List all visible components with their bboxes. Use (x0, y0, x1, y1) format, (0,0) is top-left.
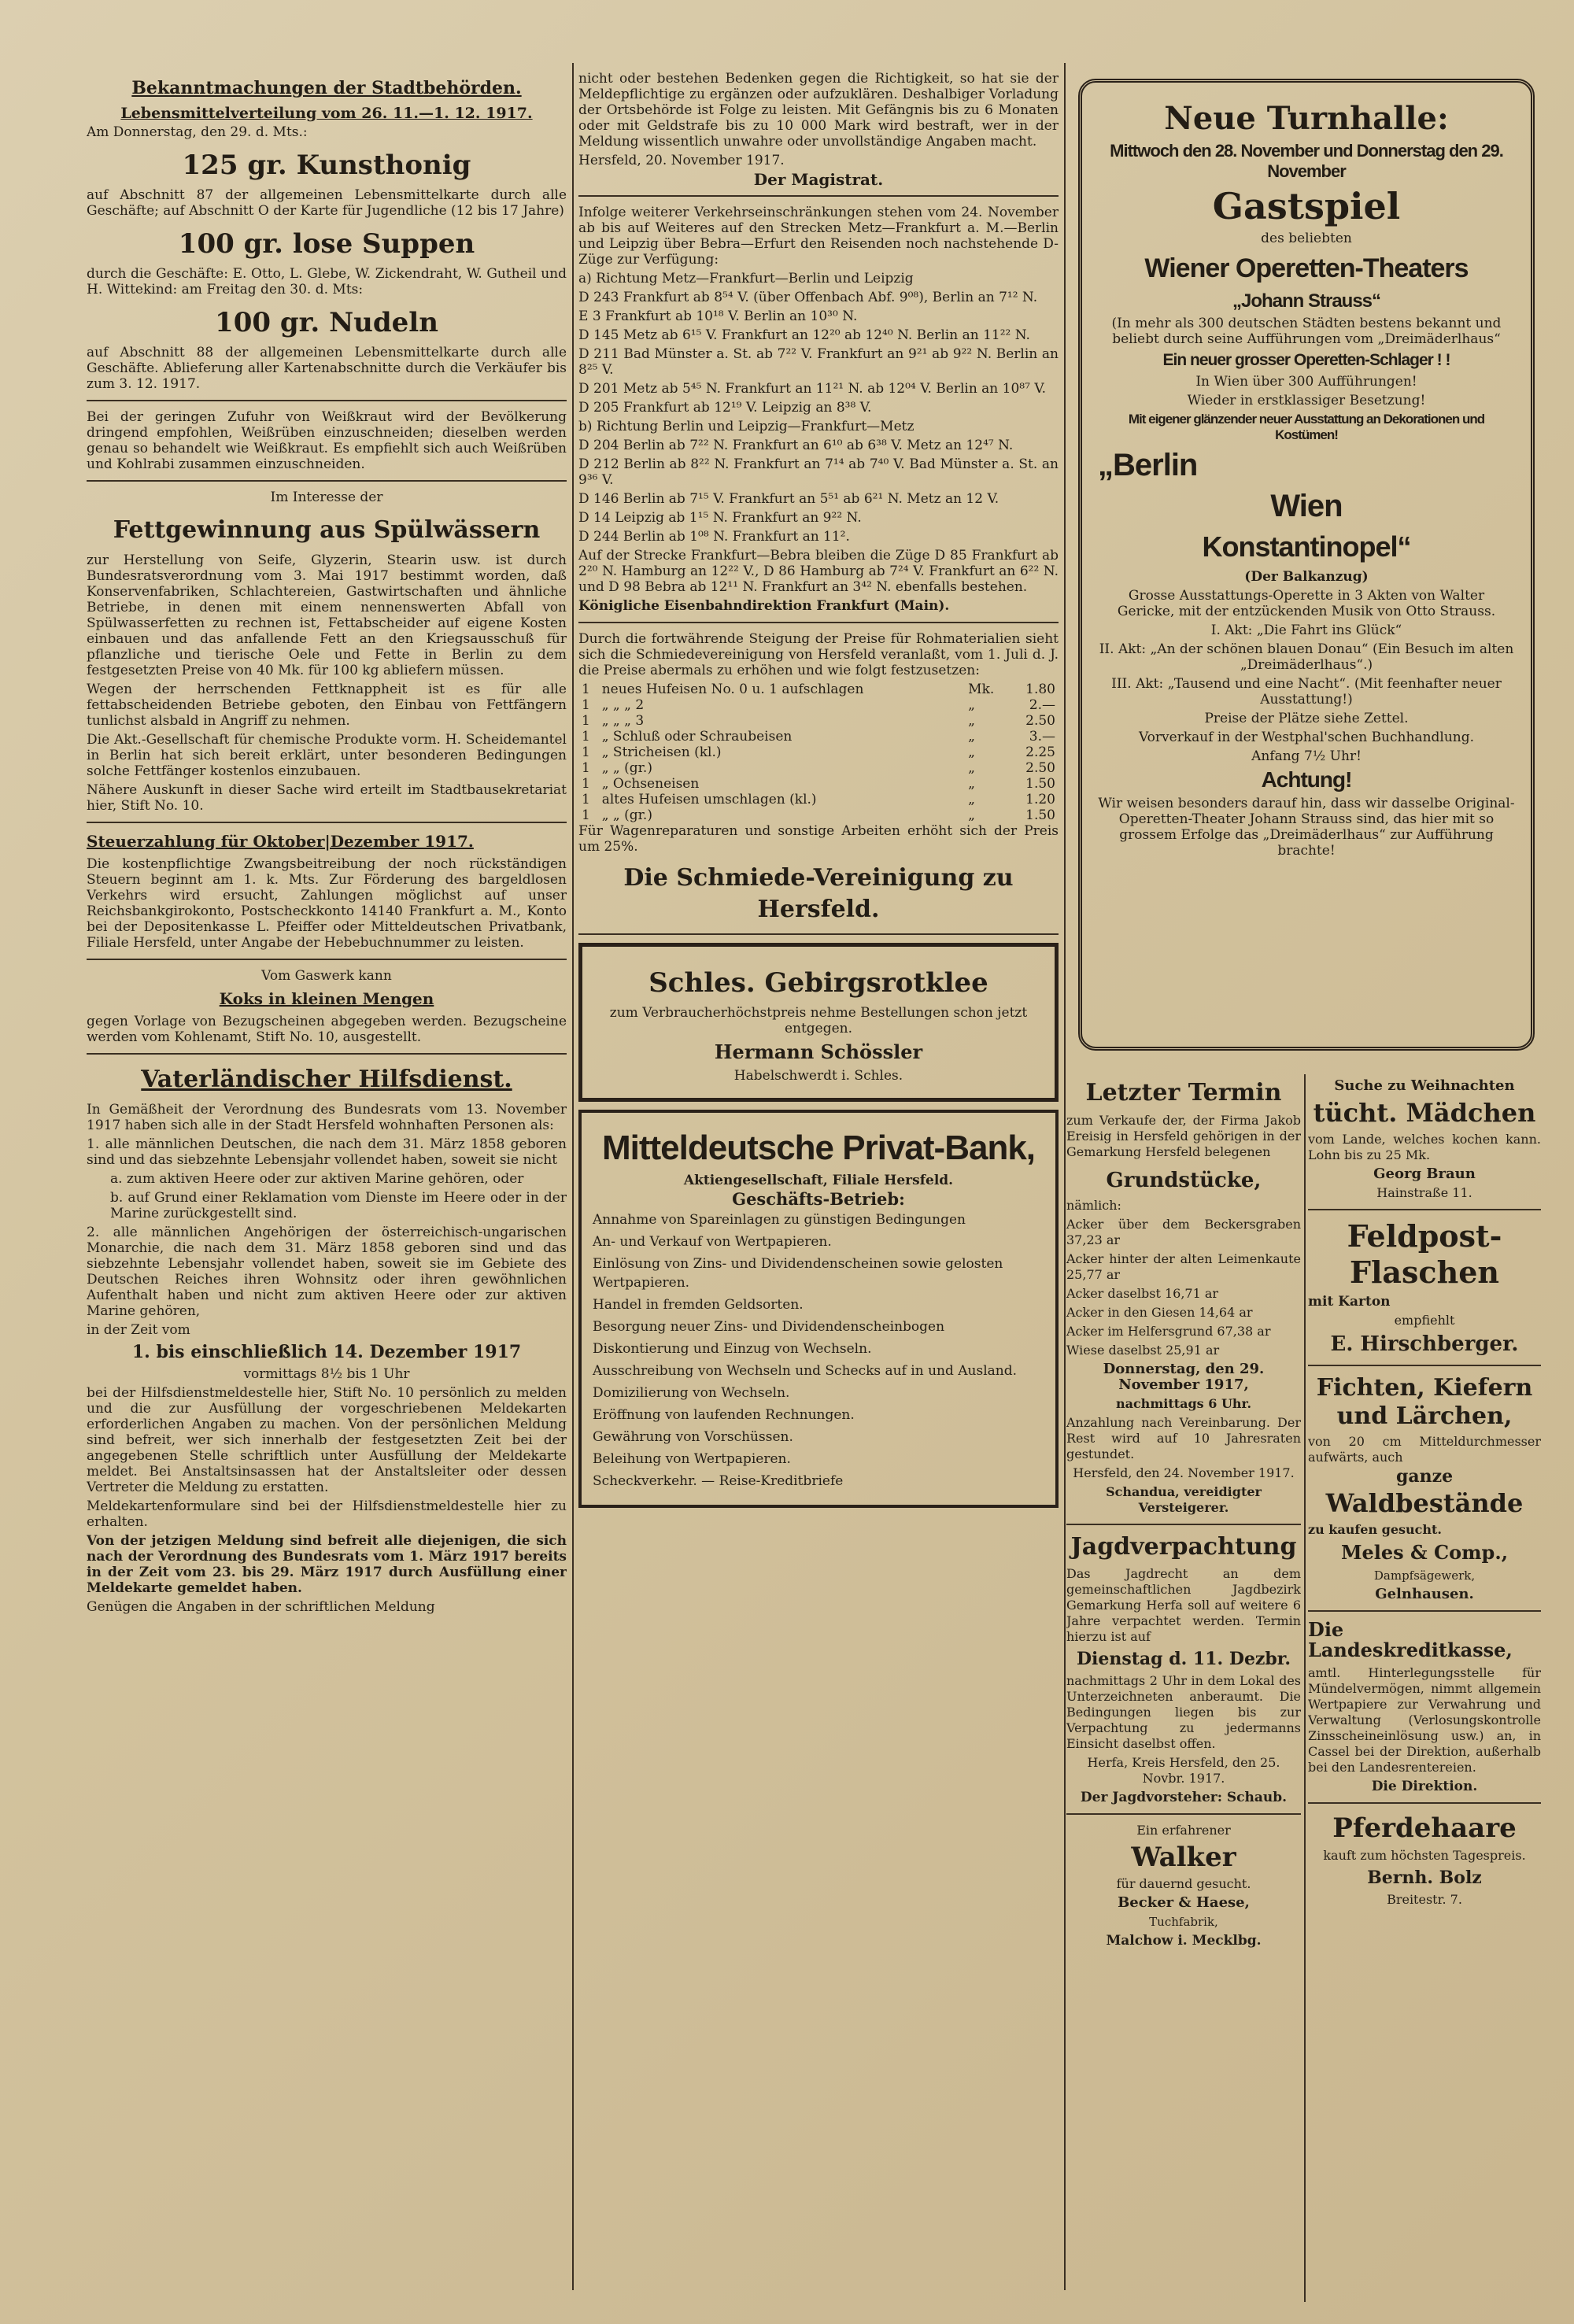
holz-firm-2: Dampfsägewerk, (1373, 1568, 1476, 1583)
column-rule (572, 63, 574, 2290)
termin-list (1066, 1217, 1301, 1358)
theater-name: Wiener Operetten-Theaters (1144, 253, 1469, 283)
honig-text: auf Abschnitt 87 der allgemeinen Lebensmittelkarte durch alle Geschäfte; auf Abschnitt O der Karte für Jugendliche (12 bis 17 Jahre) (87, 187, 567, 219)
bank-ad (578, 1110, 1059, 1508)
feldpost-emp: empfiehlt (1394, 1313, 1455, 1328)
train-line: D 204 Berlin ab 7²² N. Frankfurt an 6¹⁰ ab 6³⁸ V. Metz an 12⁴⁷ N. (578, 438, 1014, 453)
fett-text-2: Wegen der herrschenden Fettknappheit ist es für alle fettabscheidenden Betriebe geboten, den Einbau von Fettfängern tunlichst alsbald in Angriff zu nehmen. (87, 682, 567, 729)
divider (87, 480, 567, 482)
bank-service-item: Gewährung von Vorschüssen. (593, 1429, 793, 1445)
masthead: Bekanntmachungen der Stadtbehörden. (131, 78, 522, 98)
price-cell-unit: Mk. (968, 682, 995, 697)
feldpost-sub: mit Karton (1308, 1294, 1391, 1310)
termin-item: Wiese daselbst 25,91 ar (1066, 1343, 1220, 1358)
price-cell-unit: „ (968, 807, 975, 823)
termin-time: nachmittags 6 Uhr. (1115, 1396, 1252, 1411)
klee-title: Schles. Gebirgsrotklee (648, 967, 988, 999)
price-row (578, 760, 1059, 776)
cont-date: Hersfeld, 20. November 1917. (578, 153, 785, 168)
bank-service-item: Eröffnung von laufenden Rechnungen. (593, 1407, 855, 1423)
jagd-text-2: nachmittags 2 Uhr in dem Lokal des Unterzeichneten anberaumt. Die Bedingungen liegen bis zur Verpachtung zu jedermanns Einsicht daselbst offen. (1066, 1673, 1301, 1751)
klee-ad (578, 943, 1059, 1102)
hilfs-zeit: in der Zeit vom (87, 1322, 190, 1338)
price-cell-unit: „ (968, 713, 975, 729)
jagd-place: Herfa, Kreis Hersfeld, den 25. Novbr. 1917. (1087, 1755, 1280, 1786)
theater-new: Ein neuer grosser Operetten-Schlager ! ! (1162, 351, 1450, 369)
jagd-text: Das Jagdrecht an dem gemeinschaftlichen Jagdbezirk Gemarkung Herfa soll auf weitere 6 Jahre verpachtet werden. Termin hierzu ist auf (1066, 1566, 1301, 1644)
price-cell-n: 1 (582, 807, 590, 823)
honig-title: 125 gr. Kunsthonig (182, 150, 471, 181)
price-cell-unit: „ (968, 729, 975, 744)
divider (1066, 1524, 1301, 1525)
pferde-text: kauft zum höchsten Tagespreis. (1323, 1848, 1526, 1863)
price-cell-price: 1.50 (1025, 807, 1055, 823)
termin-title: Letzter Termin (1085, 1079, 1282, 1107)
fett-title: Fettgewinnung aus Spülwässern (113, 516, 541, 544)
holz-place: Gelnhausen. (1375, 1586, 1474, 1602)
price-cell-price: 2.— (1029, 697, 1055, 713)
termin-item: Acker im Helfersgrund 67,38 ar (1066, 1324, 1271, 1339)
hilfs-text-4: Von der jetzigen Meldung sind befreit alle diejenigen, die sich nach der Verordnung des Bundesrats vom 1. März 1917 bereits in der Zeit vom 23. bis 29. März 1917 durch Ausfüllung einer Meldekarte gemeldet haben. (87, 1533, 567, 1596)
price-cell-price: 1.20 (1025, 792, 1055, 807)
price-row (578, 776, 1059, 792)
hilfs-text-1: In Gemäßheit der Verordnung des Bundesrats vom 13. November 1917 haben sich alle in der Stadt Hersfeld wohnhaften Personen als: (87, 1102, 567, 1133)
schmiede-sign: Die Schmiede-Vereinigung zu Hersfeld. (623, 864, 1014, 923)
termin-sub: Grundstücke, (1106, 1169, 1262, 1192)
train-line: D 14 Leipzig ab 1¹⁵ N. Frankfurt an 9²² N. (578, 510, 862, 526)
bank-service-item: An- und Verkauf von Wertpapieren. (593, 1234, 832, 1250)
zug-sign: Königliche Eisenbahndirektion Frankfurt (Main). (578, 598, 950, 614)
fett-text-1: zur Herstellung von Seife, Glyzerin, Stearin usw. ist durch Bundesratsverordnung vom 3. Mai 1917 bestimmt worden, daß Konservenfabriken, Schlachtereien, Gastwirtschaften und ähnliche Betriebe, in denen mit einem nennenswerten Abfall von Spülwasserfetten zu rechnen ist, Fettabscheider auf eigene Kosten einbauen und das anfallende Fett an den Kriegsausschuß für pflanzliche und tierische Oele und Fette in Berlin zu dem festgesetzten Preise von 40 Mk. für 100 kg abliefern müssen. (87, 552, 567, 678)
price-cell-item: neues Hufeisen No. 0 u. 1 aufschlagen (601, 682, 864, 697)
jagd-sign: Der Jagdvorsteher: Schaub. (1080, 1790, 1288, 1805)
theater-dates: Mittwoch den 28. November und Donnerstag den 29. November (1110, 141, 1503, 181)
theater-achtung: Achtung! (1261, 767, 1352, 792)
termin-item: Acker in den Giesen 14,64 ar (1066, 1305, 1253, 1320)
price-cell-n: 1 (582, 697, 590, 713)
hilfs-item-2: 2. alle männlichen Angehörigen der österreichisch-ungarischen Monarchie, die nach dem 31. März 1858 geboren sind und das siebzehnte Lebensjahr vollendet haben, soweit sie im Gebiete des Deutschen Reiches ihren Wohnsitz oder ihren gewöhnlichen Aufenthalt haben und nicht zum aktiven Heere oder zur aktiven Marine gehören, (87, 1225, 567, 1319)
price-cell-n: 1 (582, 713, 590, 729)
theater-wien: In Wien über 300 Aufführungen! (1195, 374, 1417, 390)
klee-text: zum Verbraucherhöchstpreis nehme Bestellungen schon jetzt entgegen. (609, 1005, 1028, 1036)
price-cell-price: 1.50 (1025, 776, 1055, 792)
koks-text: gegen Vorlage von Bezugscheinen abgegeben werden. Bezugscheine werden vom Kohlenamt, Stift No. 10, ausgestellt. (87, 1014, 567, 1045)
column-3-left (1066, 1078, 1301, 2306)
termin-item: Acker über dem Beckersgraben 37,23 ar (1066, 1217, 1301, 1247)
lkasse-text: amtl. Hinterlegungsstelle für Mündelvermögen, nimmt allgemein Wertpapiere zur Verwahrung und Verwaltung (Verlosungskontrolle Zinsscheineinlösung usw.) an, in Cassel bei der Direktion, außerhalb bei den Landesrentereien. (1308, 1665, 1541, 1775)
hilfs-dates: 1. bis einschließlich 14. Dezember 1917 (131, 1342, 522, 1362)
price-cell-price: 2.50 (1025, 760, 1055, 776)
price-cell-price: 3.— (1029, 729, 1055, 744)
hilfs-title: Vaterländischer Hilfsdienst. (141, 1066, 512, 1093)
termin-sign: Schandua, vereidigter Versteigerer. (1106, 1484, 1262, 1515)
price-row (578, 792, 1059, 807)
price-row (578, 713, 1059, 729)
column-rule (1064, 63, 1066, 2290)
bank-sub: Aktiengesellschaft, Filiale Hersfeld. (683, 1173, 954, 1188)
divider (1308, 1610, 1541, 1612)
madchen-name: Georg Braun (1373, 1166, 1476, 1182)
holz-firm: Meles & Comp., (1340, 1541, 1509, 1564)
theater-berlin: „Berlin (1098, 448, 1198, 482)
bank-title: Mitteldeutsche Privat-Bank, (601, 1129, 1036, 1167)
walker-firm: Becker & Haese, (1118, 1894, 1250, 1911)
price-cell-item: „ Stricheisen (kl.) (601, 744, 722, 760)
hilfs-item-1a: a. zum aktiven Heere oder zur aktiven Marine gehören, oder (110, 1171, 524, 1187)
theater-strauss: „Johann Strauss“ (1232, 290, 1381, 312)
theater-akt-2: II. Akt: „An der schönen blauen Donau“ (Ein Besuch im alten „Dreimäderlhaus“.) (1099, 641, 1514, 673)
lkasse-sign: Die Direktion. (1371, 1779, 1478, 1794)
holz-text: von 20 cm Mitteldurchmesser aufwärts, auch (1308, 1434, 1541, 1465)
price-row (578, 729, 1059, 744)
klee-place: Habelschwerdt i. Schles. (733, 1068, 903, 1084)
bank-service-item: Beleihung von Wertpapieren. (593, 1451, 791, 1467)
termin-item: Acker hinter der alten Leimenkaute 25,77 ar (1066, 1251, 1301, 1282)
jagd-title: Jagdverpachtung (1070, 1533, 1297, 1561)
pferde-name: Bernh. Bolz (1367, 1868, 1482, 1888)
divider (87, 959, 567, 960)
theater-preise: Preise der Plätze siehe Zettel. (1204, 711, 1409, 726)
divider (1308, 1802, 1541, 1804)
price-cell-price: 2.25 (1025, 744, 1055, 760)
madchen-title: tücht. Mädchen (1313, 1098, 1536, 1128)
koks-title: Koks in kleinen Mengen (219, 989, 434, 1008)
train-line: a) Richtung Metz—Frankfurt—Berlin und Leipzig (578, 271, 914, 286)
bank-services (593, 1210, 1044, 1491)
price-row (578, 682, 1059, 697)
theater-desc: Grosse Ausstattungs-Operette in 3 Akten von Walter Gericke, mit der entzückenden Musik von Otto Strauss. (1117, 588, 1496, 619)
train-line: D 201 Metz ab 5⁴⁵ N. Frankfurt an 11²¹ N. ab 12⁰⁴ V. Berlin an 10⁸⁷ V. (578, 381, 1047, 397)
walker-text: für dauernd gesucht. (1116, 1876, 1251, 1891)
train-line: b) Richtung Berlin und Leipzig—Frankfurt—Metz (578, 419, 914, 434)
price-cell-item: „ „ (gr.) (601, 760, 652, 776)
price-cell-unit: „ (968, 776, 975, 792)
price-cell-unit: „ (968, 792, 975, 807)
bank-service-item: Diskontierung und Einzug von Wechseln. (593, 1341, 872, 1357)
price-cell-unit: „ (968, 697, 975, 713)
termin-date: Donnerstag, den 29. November 1917, (1103, 1361, 1265, 1393)
train-line: D 205 Frankfurt ab 12¹⁹ V. Leipzig an 8³⁸ V. (578, 400, 872, 416)
divider (578, 195, 1059, 197)
train-line: E 3 Frankfurt ab 10¹⁸ V. Berlin an 10³⁰ N. (578, 309, 858, 324)
bank-head: Geschäfts-Betrieb: (732, 1189, 905, 1209)
hilfs-item-1b: b. auf Grund einer Reklamation vom Dienste im Heere oder in der Marine zurückgestellt sind. (110, 1190, 567, 1221)
price-row (578, 807, 1059, 823)
theater-konst: Konstantinopel“ (1202, 530, 1411, 563)
hilfs-text-2: bei der Hilfsdienstmeldestelle hier, Stift No. 10 persönlich zu melden und die zur Ausfüllung der vorgeschriebenen Meldekarten erforderlichen Angaben zu machen. Von der persönlichen Meldung sind befreit, wer sich innerhalb der festgesetzten Zeit bei der angegebenen Stelle schriftlich unter Ausfüllung der Meldekarte meldet. Bei Anstaltsinsassen hat der Anstaltsleiter oder dessen Vertreter die Meldung zu erstatten. (87, 1385, 567, 1495)
price-cell-n: 1 (582, 744, 590, 760)
theater-balkan: (Der Balkanzug) (1244, 569, 1369, 585)
column-3-right (1308, 1078, 1541, 2306)
price-cell-n: 1 (582, 682, 590, 697)
steuer-text: Die kostenpflichtige Zwangsbeitreibung der noch rückständigen Steuern beginnt am 1. k. Mts. Zur Förderung des bargeldlosen Verkehrs wird ersucht, Zahlungen möglichst auf unser Reichsbankgirokonto, Postscheckkonto 14140 Frankfurt a. M., Konto bei der Depositenkasse L. Pfeiffer oder Mitteldeutschen Privatbank, Filiale Hersfeld, unter Angabe der Hebebuchnummer zu leisten. (87, 856, 567, 951)
suppen-title: 100 gr. lose Suppen (178, 228, 475, 260)
price-row (578, 697, 1059, 713)
bank-service-item: Annahme von Spareinlagen zu günstigen Bedingungen (593, 1212, 966, 1228)
price-row (578, 744, 1059, 760)
divider (1066, 1813, 1301, 1815)
jagd-date: Dienstag d. 11. Dezbr. (1076, 1649, 1291, 1669)
hilfs-hours: vormittags 8½ bis 1 Uhr (243, 1366, 410, 1382)
bank-service-item: Besorgung neuer Zins- und Dividendenscheinbogen (593, 1319, 945, 1335)
divider (1308, 1209, 1541, 1210)
price-cell-item: „ „ (gr.) (601, 807, 652, 823)
price-cell-n: 1 (582, 729, 590, 744)
feldpost-title: Feldpost-Flaschen (1347, 1218, 1502, 1290)
theater-wien-2: Wien (1270, 489, 1343, 523)
schmiede-note: Für Wagenreparaturen und sonstige Arbeiten erhöht sich der Preis um 25%. (578, 823, 1059, 855)
bank-service-item: Scheckverkehr. — Reise-Kreditbriefe (593, 1473, 844, 1489)
theater-anfang: Anfang 7½ Uhr! (1251, 748, 1362, 764)
price-cell-item: „ Ochseneisen (601, 776, 700, 792)
train-line: D 145 Metz ab 6¹⁵ V. Frankfurt an 12²⁰ ab 12⁴⁰ N. Berlin an 11²² N. (578, 327, 1030, 343)
price-cell-unit: „ (968, 744, 975, 760)
termin-item: Acker daselbst 16,71 ar (1066, 1286, 1219, 1301)
hilfs-item-1: 1. alle männlichen Deutschen, die nach dem 31. März 1858 geboren sind und das siebzehnte Lebensjahr vollendet haben, soweit sie nicht (87, 1136, 567, 1168)
theater-akt-1: I. Akt: „Die Fahrt ins Glück“ (1210, 623, 1402, 638)
pferde-addr: Breitestr. 7. (1387, 1892, 1462, 1907)
theater-wieder: Wieder in erstklassiger Besetzung! (1187, 393, 1426, 408)
price-cell-item: „ „ „ 2 (601, 697, 645, 713)
column-2 (578, 71, 1059, 2314)
train-line: Auf der Strecke Frankfurt—Bebra bleiben die Züge D 85 Frankfurt ab 2²⁰ N. Hamburg an 12²² V., D 86 Hamburg ab 7²⁴ V. Frankfurt an 6²² N. und D 98 Bebra ab 12¹¹ N. Frankfurt an 3⁴² N. ebenfalls bestehen. (578, 548, 1059, 595)
gas-intro: Vom Gaswerk kann (261, 968, 392, 984)
cont-text: nicht oder bestehen Bedenken gegen die Richtigkeit, so hat sie der Meldepflichtige zu ergänzen oder aufzuklären. Deshalbiger Vorladung der Ortsbehörde ist Folge zu leisten. Mit Gefängnis bis zu 6 Monaten oder mit Geldstrafe bis zu 10 000 Mark wird bestraft, wer in der Meldung wissentlich unwahre oder unvollständige Angaben macht. (578, 71, 1059, 150)
termin-text: zum Verkaufe der, der Firma Jakob Ereisig in Hersfeld gehörigen in der Gemarkung Hersfeld belegenen (1066, 1113, 1301, 1159)
train-line: D 244 Berlin ab 1⁰⁸ N. Frankfurt an 11². (578, 529, 850, 545)
holz-wald: Waldbestände (1325, 1488, 1524, 1518)
divider (87, 1053, 567, 1055)
train-line: D 146 Berlin ab 7¹⁵ V. Frankfurt an 5⁵¹ ab 6²¹ N. Metz an 12 V. (578, 491, 999, 507)
theater-venue: Neue Turnhalle: (1164, 100, 1449, 137)
price-cell-price: 1.80 (1025, 682, 1055, 697)
bank-service-item: Ausschreibung von Wechseln und Schecks auf in und Ausland. (593, 1363, 1018, 1379)
divider (578, 622, 1059, 623)
divider (578, 933, 1059, 935)
cont-sign: Der Magistrat. (753, 170, 884, 189)
weisskraut-text: Bei der geringen Zufuhr von Weißkraut wird der Bevölkerung dringend empfohlen, Weißrüben einzuschneiden; dieselben werden genau so behandelt wie Weißkraut. Es empfiehlt sich auch Weißrüben und Kohlrabi zusammen einzuschneiden. (87, 409, 567, 472)
divider (87, 822, 567, 823)
divider (87, 400, 567, 401)
price-cell-n: 1 (582, 760, 590, 776)
bank-service-item: Handel in fremden Geldsorten. (593, 1297, 804, 1313)
holz-title: Fichten, Kiefern und Lärchen, (1316, 1374, 1533, 1430)
divider (1308, 1365, 1541, 1366)
walker-title: Walker (1131, 1842, 1236, 1873)
price-cell-n: 1 (582, 792, 590, 807)
train-line: D 212 Berlin ab 8²² N. Frankfurt an 7¹⁴ ab 7⁴⁰ V. Bad Münster a. St. an 9³⁶ V. (578, 456, 1059, 488)
walker-intro: Ein erfahrener (1136, 1823, 1231, 1838)
theater-gast: Gastspiel (1212, 185, 1401, 227)
madchen-intro: Suche zu Weihnachten (1334, 1078, 1515, 1094)
column-rule (1304, 1074, 1306, 2302)
theater-ad (1078, 79, 1535, 1051)
termin-naml: nämlich: (1066, 1198, 1121, 1213)
nudeln-title: 100 gr. Nudeln (215, 307, 438, 338)
bank-service-item: Domizilierung von Wechseln. (593, 1385, 790, 1401)
bank-service-item: Einlösung von Zins- und Dividendenscheinen sowie gelosten Wertpapieren. (593, 1256, 1003, 1291)
train-line: D 243 Frankfurt ab 8⁵⁴ V. (über Offenbach Abf. 9⁰⁸), Berlin an 7¹² N. (578, 290, 1038, 305)
price-cell-item: altes Hufeisen umschlagen (kl.) (601, 792, 817, 807)
hilfs-text-3: Meldekartenformulare sind bei der Hilfsdienstmeldestelle hier zu erhalten. (87, 1498, 567, 1530)
ration-date: Am Donnerstag, den 29. d. Mts.: (87, 124, 308, 140)
column-1 (87, 71, 567, 2314)
lkasse-title: Die Landeskreditkasse, (1308, 1618, 1513, 1661)
suppen-text: durch die Geschäfte: E. Otto, L. Glebe, W. Zickendraht, W. Gutheil und H. Wittekind: am Freitag den 30. d. Mts: (87, 266, 567, 297)
price-table (578, 682, 1059, 823)
fett-text-4: Nähere Auskunft in dieser Sache wird erteilt im Stadtbausekretariat hier, Stift No. 10. (87, 782, 567, 814)
price-cell-price: 2.50 (1025, 713, 1055, 729)
steuer-title: Steuerzahlung für Oktober|Dezember 1917. (87, 832, 474, 851)
feldpost-name: E. Hirschberger. (1330, 1332, 1519, 1356)
termin-place: Hersfeld, den 24. November 1917. (1073, 1465, 1295, 1480)
price-cell-item: „ „ „ 3 (601, 713, 645, 729)
zug-text: Infolge weiterer Verkehrseinschränkungen stehen vom 24. November ab bis auf Weiteres auf den Strecken Metz—Frankfurt a. M.—Berlin und Leipzig über Bebra—Erfurt den Reisenden noch nachstehende D-Züge zur Verfügung: (578, 205, 1059, 268)
madchen-text: vom Lande, welches kochen kann. Lohn bis zu 25 Mk. (1308, 1132, 1541, 1162)
hilfs-text-5: Genügen die Angaben in der schriftlichen Meldung (87, 1599, 435, 1615)
fett-intro: Im Interesse der (270, 490, 383, 505)
price-cell-item: „ Schluß oder Schraubeisen (601, 729, 793, 744)
walker-firm-2: Tuchfabrik, (1149, 1915, 1218, 1929)
klee-name: Hermann Schössler (714, 1040, 923, 1063)
walker-place: Malchow i. Mecklbg. (1106, 1933, 1262, 1949)
pferde-title: Pferdehaare (1332, 1812, 1517, 1844)
theater-des: des beliebten (1261, 231, 1352, 246)
nudeln-text: auf Abschnitt 88 der allgemeinen Lebensmittelkarte durch alle Geschäfte. Ablieferung aller Kartenabschnitte durch die Verkäufer bis zum 3. 12. 1917. (87, 345, 567, 392)
madchen-addr: Hainstraße 11. (1376, 1185, 1472, 1200)
holz-kaufen: zu kaufen gesucht. (1308, 1522, 1442, 1537)
train-line: D 211 Bad Münster a. St. ab 7²² V. Frankfurt an 9²¹ ab 9²² N. Berlin an 8²⁵ V. (578, 346, 1059, 378)
fett-text-3: Die Akt.-Gesellschaft für chemische Produkte vorm. H. Scheidemantel in Berlin hat sich bereit erklärt, unter besonderen Bedingungen solche Fettfänger kostenlos einzubauen. (87, 732, 567, 779)
ration-title: Lebensmittelverteilung vom 26. 11.—1. 12. 1917. (120, 105, 533, 122)
train-list (578, 271, 1059, 595)
theater-akt-3: III. Akt: „Tausend und eine Nacht“. (Mit feenhafter neuer Ausstattung!) (1111, 676, 1502, 708)
theater-vorverkauf: Vorverkauf in der Westphal'schen Buchhandlung. (1138, 730, 1475, 745)
schmiede-text: Durch die fortwährende Steigung der Preise für Rohmaterialien sieht sich die Schmiedevereinigung von Hersfeld veranlaßt, vom 1. Juli d. J. die Preise abermals zu erhöhen und wie folgt festzusetzen: (578, 631, 1059, 678)
theater-fame: (In mehr als 300 deutschen Städten bestens bekannt und beliebt durch seine Aufführungen vom „Dreimäderlhaus“ (1111, 316, 1502, 347)
holz-ganze: ganze (1395, 1466, 1454, 1487)
termin-text-2: Anzahlung nach Vereinbarung. Der Rest wird auf 10 Jahresraten gestundet. (1066, 1415, 1301, 1461)
price-cell-unit: „ (968, 760, 975, 776)
theater-achtung-text: Wir weisen besonders darauf hin, dass wir dasselbe Original-Operetten-Theater Johann Strauss sind, das hier mit so grossem Erfolge das „Dreimäderlhaus“ zur Aufführung brachte! (1098, 796, 1515, 859)
price-cell-n: 1 (582, 776, 590, 792)
theater-ausstattung: Mit eigener glänzender neuer Ausstattung an Dekorationen und Kostümen! (1128, 412, 1485, 442)
